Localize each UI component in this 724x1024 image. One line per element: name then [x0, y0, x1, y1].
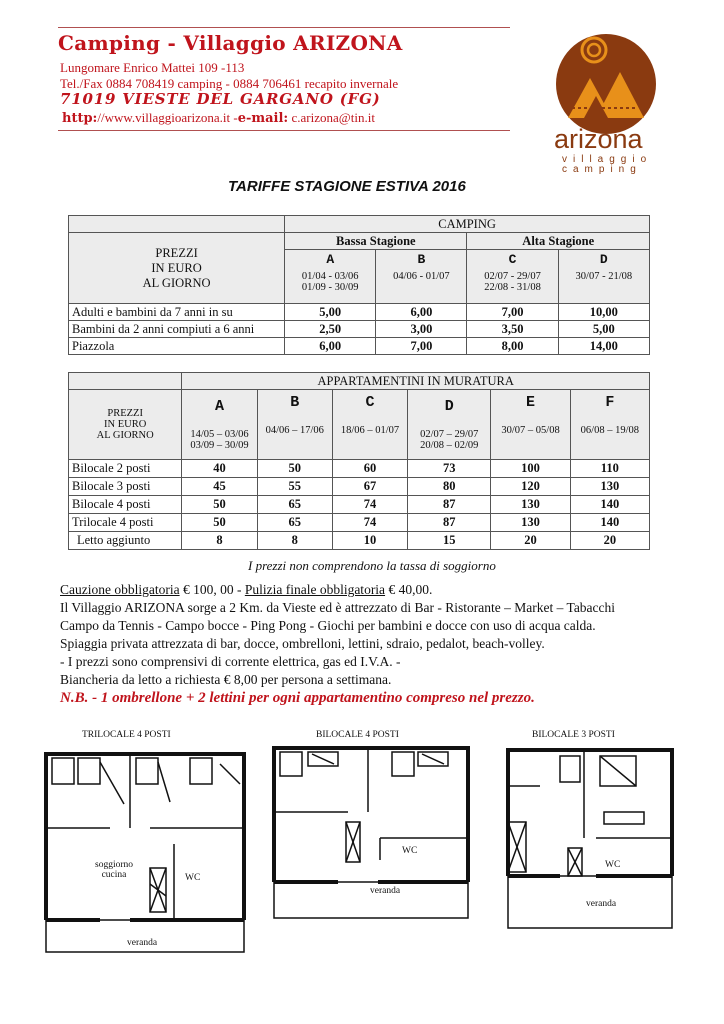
header-phone: Tel./Fax 0884 708419 camping - 0884 706461 recapito invernale: [60, 76, 399, 91]
table-row: Bilocale 4 posti 50 65 74 87 130 140: [69, 496, 650, 514]
apt-col-b: B 04/06 – 17/06: [257, 390, 332, 460]
apt-col-d: D 02/07 – 29/07 20/08 – 02/09: [408, 390, 491, 460]
camping-col-d: D 30/07 - 21/08: [558, 250, 649, 304]
label-veranda: veranda: [370, 886, 401, 896]
table-row: Letto aggiunto 8 8 10 15 20 20: [69, 532, 650, 550]
table-row: Bilocale 2 posti 40 50 60 73 100 110: [69, 460, 650, 478]
table-corner: [69, 373, 182, 390]
tariffe-title: TARIFFE STAGIONE ESTIVA 2016: [228, 178, 466, 195]
label-wc: WC: [605, 860, 621, 870]
bilocale4-floorplan: [268, 742, 474, 924]
plan-title-bilocale3: BILOCALE 3 POSTI: [532, 730, 615, 740]
plan-title-bilocale4: BILOCALE 4 POSTI: [316, 730, 399, 740]
table-row: Adulti e bambini da 7 anni in su 5,00 6,00 7,00 10,00: [69, 304, 650, 321]
camping-prezzi-header: PREZZI IN EURO AL GIORNO: [69, 233, 285, 304]
tax-note: I prezzi non comprendono la tassa di soggiorno: [248, 558, 496, 573]
bassa-stagione-header: Bassa Stagione: [285, 233, 467, 250]
header-contacts: [62, 110, 375, 126]
table-row: Bambini da 2 anni compiuti a 6 anni 2,50 3,00 3,50 5,00: [69, 321, 650, 338]
page-header-title: Camping - Villaggio ARIZONA: [58, 31, 403, 55]
plan-title-trilocale: TRILOCALE 4 POSTI: [82, 730, 171, 740]
web-label: http:: [62, 111, 98, 126]
email-link[interactable]: c.arizona@tin.it: [288, 110, 375, 125]
table-row: Trilocale 4 posti 50 65 74 87 130 140: [69, 514, 650, 532]
camping-price-table: [68, 215, 650, 355]
info-line: Campo da Tennis - Campo bocce - Ping Pong - Giochi per bambini e docce con uso di acqua calda.: [60, 618, 596, 633]
email-sep: -: [230, 110, 238, 125]
logo-name: arizona: [554, 124, 643, 154]
info-line: Spiaggia privata attrezzata di bar, docce, ombrelloni, lettini, sdraio, pedalot, beach-volley.: [60, 636, 545, 651]
label-wc: WC: [185, 873, 201, 883]
deposit-line: Cauzione obbligatoria € 100, 00 - Pulizia finale obbligatoria € 40,00.: [60, 582, 433, 597]
header-address: Lungomare Enrico Mattei 109 -113: [60, 60, 245, 75]
info-line: Biancheria da letto a richiesta € 8,00 per persona a settimana.: [60, 672, 392, 687]
camping-col-b: B 04/06 - 01/07: [376, 250, 467, 304]
label-veranda: veranda: [586, 899, 617, 909]
logo-villaggio: villaggio: [562, 154, 653, 165]
camping-col-a: A 01/04 - 03/06 01/09 - 30/09: [285, 250, 376, 304]
email-label: e-mail:: [237, 111, 289, 126]
apt-col-f: F 06/08 – 19/08: [570, 390, 649, 460]
info-line: - I prezzi sono comprensivi di corrente elettrica, gas ed I.V.A. -: [60, 654, 401, 669]
arizona-logo: [548, 26, 666, 176]
apt-col-c: C 18/06 – 01/07: [332, 390, 407, 460]
header-city: 71019 VIESTE DEL GARGANO (FG): [60, 90, 381, 108]
table-row: Bilocale 3 posti 45 55 67 80 120 130: [69, 478, 650, 496]
website-link[interactable]: //www.villaggioarizona.it: [97, 110, 231, 125]
label-soggiorno-cucina: soggiorno cucina: [95, 860, 133, 880]
label-veranda: veranda: [127, 938, 158, 948]
trilocale-floorplan: [40, 744, 250, 960]
info-line: Il Villaggio ARIZONA sorge a 2 Km. da Vieste ed è attrezzato di Bar - Ristorante – Market – Tabacchi: [60, 600, 616, 615]
apartments-section-title: APPARTAMENTINI IN MURATURA: [182, 373, 650, 390]
camping-section-title: CAMPING: [285, 216, 650, 233]
header-rule-bottom: [58, 130, 510, 131]
apartments-prezzi-header: PREZZI IN EURO AL GIORNO: [69, 390, 182, 460]
apt-col-a: A 14/05 – 03/06 03/09 – 30/09: [182, 390, 257, 460]
apt-col-e: E 30/07 – 05/08: [491, 390, 570, 460]
logo-camping: camping: [562, 164, 642, 175]
alta-stagione-header: Alta Stagione: [467, 233, 650, 250]
label-wc: WC: [402, 846, 418, 856]
apartments-price-table: [68, 372, 650, 550]
camping-col-c: C 02/07 - 29/07 22/08 - 31/08: [467, 250, 558, 304]
table-corner: [69, 216, 285, 233]
header-rule-top: [58, 27, 510, 28]
table-row: Piazzola 6,00 7,00 8,00 14,00: [69, 338, 650, 355]
nb-note: N.B. - 1 ombrellone + 2 lettini per ogni appartamentino compreso nel prezzo.: [60, 690, 535, 706]
